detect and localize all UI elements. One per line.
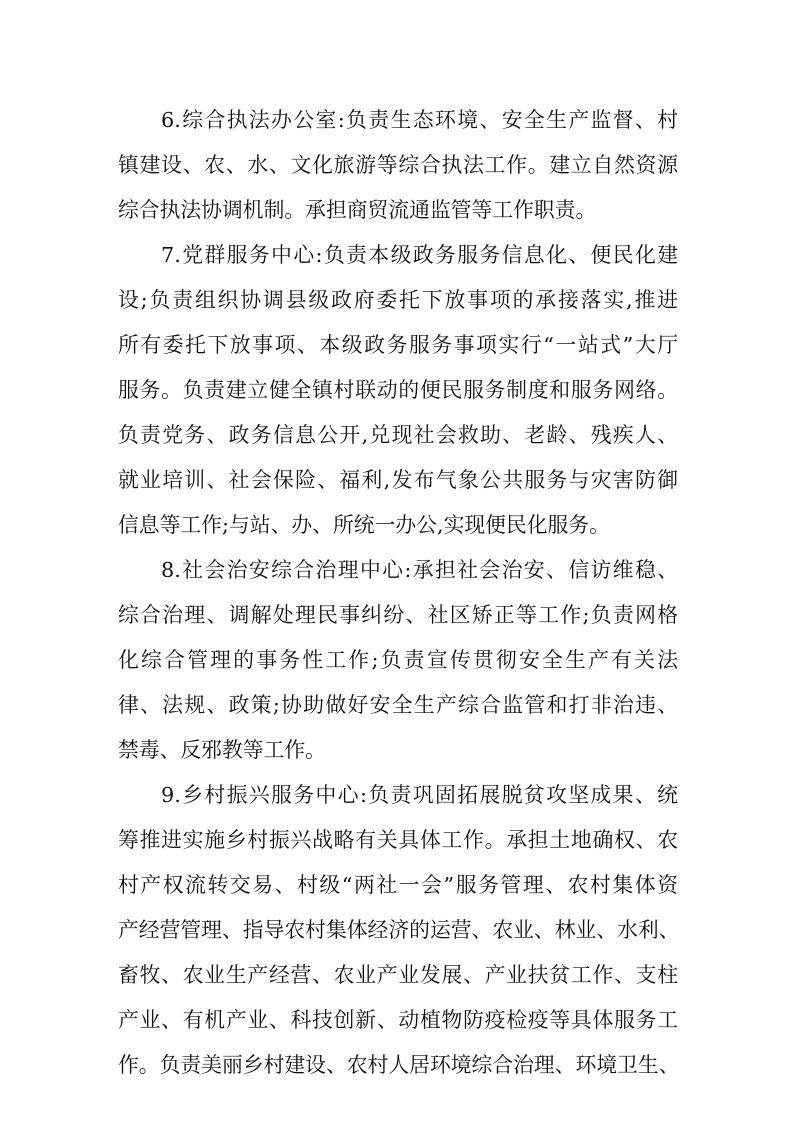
text-line: 产业、有机产业、科技创新、动植物防疫检疫等具体服务工 [118,1008,678,1032]
paragraph-social-security-center [118,548,678,773]
text-line: 畜牧、农业生产经营、农业产业发展、产业扶贫工作、支柱 [118,963,678,987]
text-line: 信息等工作;与站、办、所统一办公,实现便民化服务。 [118,513,610,537]
text-line: 镇建设、农、水、文化旅游等综合执法工作。建立自然资源 [118,153,678,177]
text-line: 设;负责组织协调县级政府委托下放事项的承接落实,推进 [118,288,678,312]
paragraph-comprehensive-law-enforcement-office [118,98,678,233]
text-line: 综合执法协调机制。承担商贸流通监管等工作职责。 [118,198,597,222]
text-line: 就业培训、社会保险、福利,发布气象公共服务与灾害防御 [118,468,678,492]
text-line: 综合治理、调解处理民事纠纷、社区矫正等工作;负责网格 [118,603,678,627]
text-line: 禁毒、反邪教等工作。 [118,738,326,762]
paragraph-rural-revitalization-center [118,773,678,1088]
document-body [118,98,678,1088]
text-line: 村产权流转交易、村级“两社一会”服务管理、农村集体资 [118,873,678,897]
text-line: 律、法规、政策;协助做好安全生产综合监管和打非治违、 [118,693,678,717]
text-line: 服务。负责建立健全镇村联动的便民服务制度和服务网络。 [118,378,678,402]
text-line: 作。负责美丽乡村建设、农村人居环境综合治理、环境卫生、 [118,1053,680,1077]
text-line: 所有委托下放事项、本级政务服务事项实行“一站式”大厅 [118,333,678,357]
text-line: 7.党群服务中心:负责本级政务服务信息化、便民化建 [161,243,678,267]
text-line: 产经营管理、指导农村集体经济的运营、农业、林业、水利、 [118,918,680,942]
text-line: 9.乡村振兴服务中心:负责巩固拓展脱贫攻坚成果、统 [161,783,678,807]
paragraph-party-service-center [118,233,678,548]
text-line: 化综合管理的事务性工作;负责宣传贯彻安全生产有关法 [118,648,678,672]
text-line: 8.社会治安综合治理中心:承担社会治安、信访维稳、 [161,558,678,582]
text-line: 负责党务、政务信息公开,兑现社会救助、老龄、残疾人、 [118,423,678,447]
text-line: 6.综合执法办公室:负责生态环境、安全生产监督、村 [161,108,678,132]
text-line: 筹推进实施乡村振兴战略有关具体工作。承担土地确权、农 [118,828,678,852]
